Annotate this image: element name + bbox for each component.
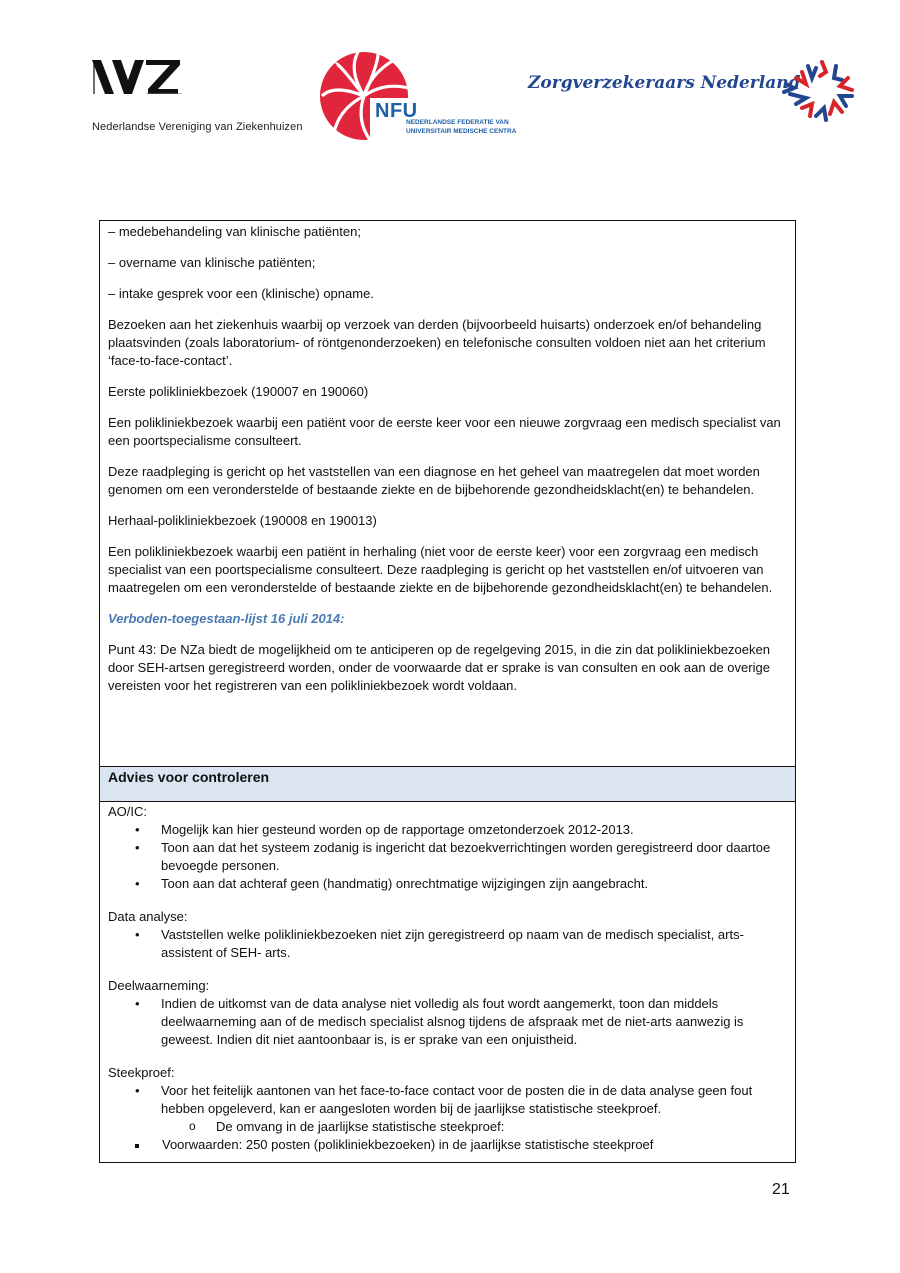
list-item: • Toon aan dat het systeem zodanig is ingericht dat bezoekverrichtingen worden geregistreerd door daartoe bevoegde personen. [108,839,787,875]
list-item [161,1118,787,1154]
list-item: • Toon aan dat achteraf geen (handmatig) onrechtmatige wijzigingen zijn aangebracht. [108,875,787,893]
deelwaarneming-list [108,995,787,1049]
list-item: • Indien de uitkomst van de data analyse niet volledig als fout wordt aangemerkt, toon dan middels deelwaarneming aan of de medisch specialist alsnog tijdens de afspraak met de niet-arts aanwezig is geweest. Indien dit niet aantoonbaar is, is er sprake van een onjuistheid. [108,995,787,1049]
list-item: • Mogelijk kan hier gesteund worden op de rapportage omzetonderzoek 2012-2013. [108,821,787,839]
nfu-subtitle-line2: UNIVERSITAIR MEDISCHE CENTRA [406,128,517,135]
paragraph-eerste-definition: Een polikliniekbezoek waarbij een patiënt voor de eerste keer voor een nieuwe zorgvraag een medisch specialist van een poortspecialisme consulteert. [108,415,781,448]
steekproef-list [108,1082,787,1154]
list-item-overname: – overname van klinische patiënten; [108,255,316,270]
paragraph-bezoeken-derden: Bezoeken aan het ziekenhuis waarbij op verzoek van derden (bijvoorbeeld huisarts) onderzoek en/of behandeling plaatsvinden (zoals laboratorium- of röntgenonderzoeken) en telefonische consulten voldoen niet aan het criterium ‘face-to-face-contact’. [108,317,766,368]
paragraph-punt-43: Punt 43: De NZa biedt de mogelijkheid om te anticiperen op de regelgeving 2015, in die zin dat polikliniekbezoeken door SEH-artsen geregistreerd worden, onder de voorwaarde dat er sprake is van consulten en ook aan de overige vereisten voor het registreren van een polikliniekbezoek wordt voldaan. [108,642,770,693]
paragraph-raadpleging: Deze raadpleging is gericht op het vaststellen van een diagnose en het geheel van maatregelen dat moet worden genomen om een veronderstelde of bestaande ziekte en de bijbehorende gezondheidsklacht(en) te behandelen. [108,464,760,497]
paragraph-herhaal-definition: Een polikliniekbezoek waarbij een patiënt in herhaling (niet voor de eerste keer) voor een zorgvraag een medisch specialist van een poortspecialisme consulteert. Deze raadpleging is gericht op het vaststellen en/of uitvoeren van maatregelen om een veronderstelde of bestaande ziekte en de bijbehorende gezondheidsklacht(en) te behandelen. [108,544,773,595]
zn-figures-ring-icon [782,56,862,126]
nfu-logo [318,50,528,142]
definition-cell [100,221,795,766]
page-number: 21 [772,1181,790,1198]
nvz-mark-icon [92,60,184,94]
steekproef-item-text: Voor het feitelijk aantonen van het face-to-face contact voor de posten die in de data analyse geen fout hebben opgeleverd, kan er aangesloten worden bij de jaarlijkse statistische steekproef. [161,1083,753,1116]
content-table [99,220,796,1163]
data-analyse-label: Data analyse: [108,909,188,924]
deelwaarneming-label: Deelwaarneming: [108,978,210,993]
nfu-subtitle [406,118,516,136]
nvz-subtitle: Nederlandse Vereniging van Ziekenhuizen [92,121,303,133]
list-item-intake: – intake gesprek voor een (klinische) opname. [108,286,374,301]
list-item [108,1082,787,1154]
zn-wordmark: Zorgverzekeraars Nederland [528,73,801,93]
list-item-medebehandeling: – medebehandeling van klinische patiënten; [108,224,361,239]
page-header [0,0,900,150]
list-item: Voorwaarden: 250 posten (polikliniekbezoeken) in de jaarlijkse statistische steekproef [106,1136,787,1154]
steekproef-label: Steekproef: [108,1065,175,1080]
subheading-herhaal-polikliniekbezoek: Herhaal-polikliniekbezoek (190008 en 190013) [108,513,377,528]
highlight-heading: Verboden-toegestaan-lijst 16 juli 2014: [108,611,345,626]
steekproef-sublist [161,1118,787,1154]
subheading-eerste-polikliniekbezoek: Eerste polikliniekbezoek (190007 en 190060) [108,384,369,399]
advies-cell [100,802,795,1154]
nfu-wordmark: NFU [375,100,418,122]
zn-logo [528,56,868,126]
nfu-swirl-icon [318,50,410,142]
list-item: • Vaststellen welke polikliniekbezoeken niet zijn geregistreerd op naam van de medisch specialist, arts-assistent of SEH- arts. [108,926,787,962]
data-analyse-list [108,926,787,962]
advies-heading: Advies voor controleren [100,766,795,802]
aoic-label: AO/IC: [108,804,148,819]
nfu-subtitle-line1: NEDERLANDSE FEDERATIE VAN [406,119,509,126]
aoic-list [108,821,787,893]
nvz-logo [92,60,312,133]
steekproef-subitem-text: De omvang in de jaarlijkse statistische steekproef: [216,1119,505,1134]
steekproef-subsublist [162,1136,787,1154]
